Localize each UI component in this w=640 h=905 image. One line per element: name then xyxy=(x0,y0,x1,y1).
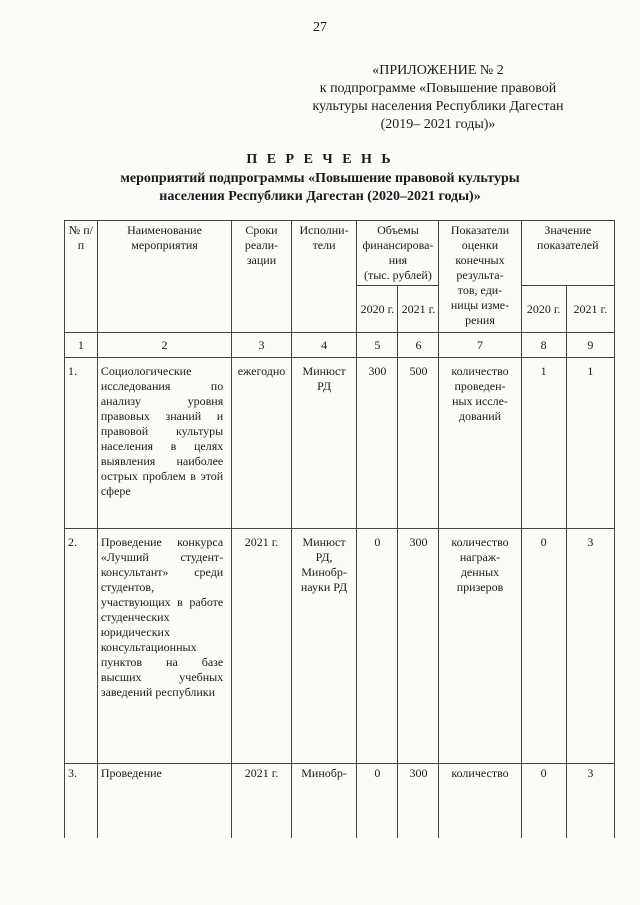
column-number: 8 xyxy=(521,333,566,358)
document-subtitle xyxy=(0,170,640,206)
row-indicator: количество награж- денных призеров xyxy=(439,529,521,764)
row-name: Социологические исследования по анализу уровня правовых знаний и правовой культуры населения в целях выявления наиболее острых проблем в этой сфере xyxy=(97,358,231,529)
subtitle-line: населения Республики Дагестан (2020–2021 годы)» xyxy=(159,189,481,204)
row-terms: ежегодно xyxy=(232,358,292,529)
column-number: 7 xyxy=(439,333,521,358)
column-number: 3 xyxy=(232,333,292,358)
row-num: 3. xyxy=(65,764,98,839)
row-executors: Минобр- xyxy=(291,764,357,839)
column-number-row xyxy=(65,333,615,358)
row-value-2021: 1 xyxy=(566,358,614,529)
column-number: 9 xyxy=(566,333,614,358)
appendix-line: «ПРИЛОЖЕНИЕ № 2 xyxy=(372,63,504,78)
row-funding-2021: 300 xyxy=(398,529,439,764)
measures-table-wrapper xyxy=(64,220,615,838)
column-number: 2 xyxy=(97,333,231,358)
measures-table xyxy=(64,220,615,838)
header-funding: Объемы финансирова- ния (тыс. рублей) xyxy=(357,221,439,286)
page-number: 27 xyxy=(313,20,327,35)
table-row xyxy=(65,358,615,529)
document-title: П Е Р Е Ч Е Н Ь xyxy=(246,152,394,167)
row-terms: 2021 г. xyxy=(232,764,292,839)
row-indicator: количество xyxy=(439,764,521,839)
row-indicator: количество проведен- ных иссле- дований xyxy=(439,358,521,529)
header-num: № п/п xyxy=(65,221,98,333)
row-value-2020: 1 xyxy=(521,358,566,529)
row-value-2021: 3 xyxy=(566,529,614,764)
row-funding-2020: 0 xyxy=(357,529,398,764)
header-values: Значение показателей xyxy=(521,221,614,286)
row-executors: Минюст РД, Минобр- науки РД xyxy=(291,529,357,764)
row-value-2020: 0 xyxy=(521,529,566,764)
column-number: 1 xyxy=(65,333,98,358)
header-terms: Сроки реали- зации xyxy=(232,221,292,333)
header-name: Наименование мероприятия xyxy=(97,221,231,333)
row-funding-2021: 300 xyxy=(398,764,439,839)
appendix-line: (2019– 2021 годы)» xyxy=(380,117,496,132)
appendix-heading xyxy=(288,62,588,134)
appendix-line: культуры населения Республики Дагестан xyxy=(312,99,564,114)
row-funding-2020: 0 xyxy=(357,764,398,839)
row-name: Проведение конкурса «Лучший студент-консультант» среди студентов, участвующих в работе студенческих юридических консультационных пунктов на базе высших учебных заведений республики xyxy=(97,529,231,764)
row-funding-2020: 300 xyxy=(357,358,398,529)
header-value-2021: 2021 г. xyxy=(566,286,614,333)
row-num: 2. xyxy=(65,529,98,764)
row-value-2020: 0 xyxy=(521,764,566,839)
header-funding-2020: 2020 г. xyxy=(357,286,398,333)
subtitle-line: мероприятий подпрограммы «Повышение правовой культуры xyxy=(120,171,520,186)
header-indicators: Показатели оценки конечных результа- тов, еди- ницы изме- рения xyxy=(439,221,521,333)
header-executors: Исполни- тели xyxy=(291,221,357,333)
header-value-2020: 2020 г. xyxy=(521,286,566,333)
appendix-line: к подпрограмме «Повышение правовой xyxy=(319,81,557,96)
header-funding-2021: 2021 г. xyxy=(398,286,439,333)
row-num: 1. xyxy=(65,358,98,529)
column-number: 5 xyxy=(357,333,398,358)
column-number: 4 xyxy=(291,333,357,358)
row-terms: 2021 г. xyxy=(232,529,292,764)
row-value-2021: 3 xyxy=(566,764,614,839)
row-executors: Минюст РД xyxy=(291,358,357,529)
table-row xyxy=(65,529,615,764)
row-funding-2021: 500 xyxy=(398,358,439,529)
column-number: 6 xyxy=(398,333,439,358)
row-name: Проведение xyxy=(97,764,231,839)
table-row xyxy=(65,764,615,839)
